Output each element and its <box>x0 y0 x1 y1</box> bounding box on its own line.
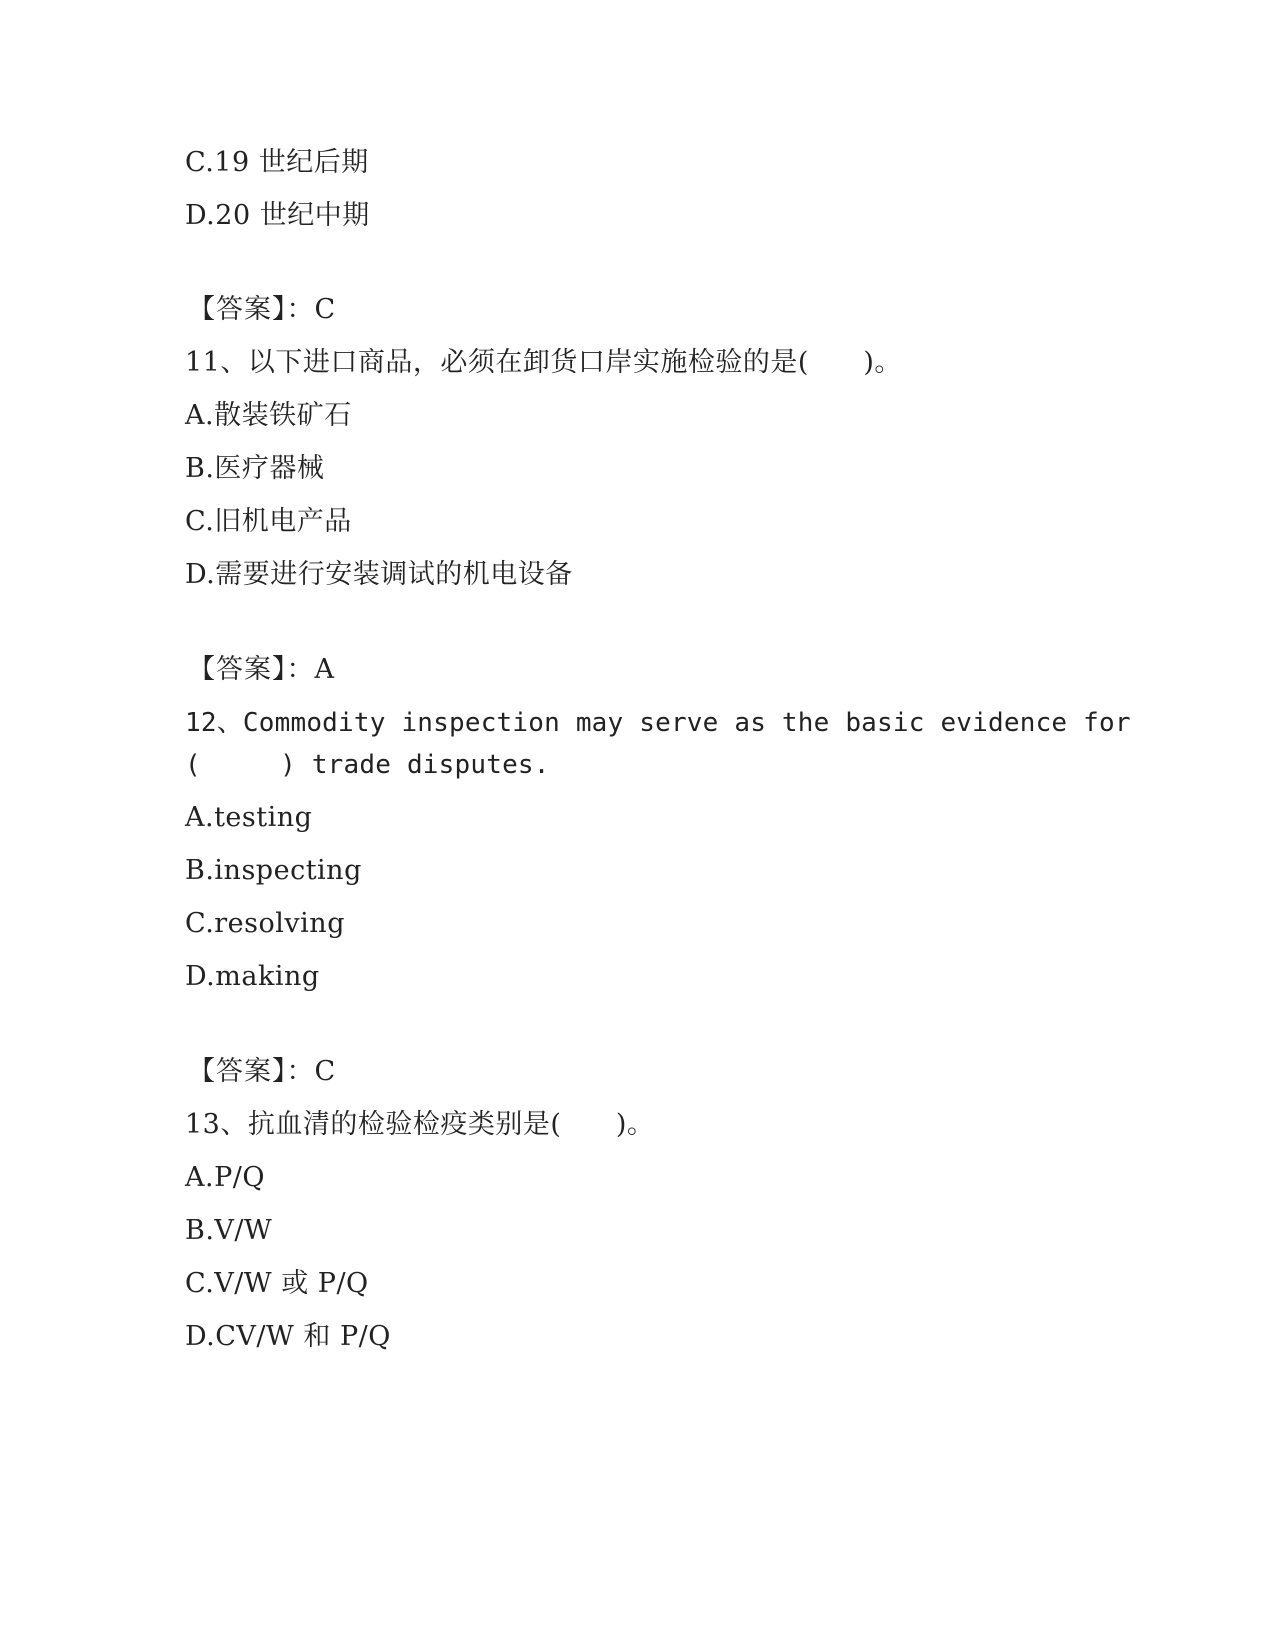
q11-option-b: B.医疗器械 <box>185 453 325 484</box>
q13-option-b: B.V/W <box>185 1215 273 1246</box>
q13-option-a: A.P/Q <box>185 1162 265 1193</box>
q12-option-d: D.making <box>185 961 320 992</box>
q13-option-c: C.V/W 或 P/Q <box>185 1268 369 1299</box>
q11-stem: 11、以下进口商品，必须在卸货口岸实施检验的是( )。 <box>185 347 902 378</box>
q13-option-d: D.CV/W 和 P/Q <box>185 1321 391 1352</box>
q11-answer: 【答案】：A <box>188 654 335 685</box>
q12-option-b: B.inspecting <box>185 855 362 886</box>
q12-option-a: A.testing <box>185 802 313 833</box>
q12-stem-line-1: 12、Commodity inspection may serve as the basic evidence for <box>185 708 1131 738</box>
q12-stem-line-2: ( ) trade disputes. <box>185 750 550 780</box>
q12-answer: 【答案】：C <box>188 1056 337 1087</box>
q10-option-c: C.19 世纪后期 <box>185 147 369 178</box>
q12-option-c: C.resolving <box>185 908 345 939</box>
q11-option-d: D.需要进行安装调试的机电设备 <box>185 559 573 590</box>
q10-option-d: D.20 世纪中期 <box>185 200 370 231</box>
q11-option-c: C.旧机电产品 <box>185 506 352 537</box>
q10-answer: 【答案】：C <box>188 294 337 325</box>
q11-option-a: A.散装铁矿石 <box>185 400 352 431</box>
q13-stem: 13、抗血清的检验检疫类别是( )。 <box>185 1109 655 1140</box>
